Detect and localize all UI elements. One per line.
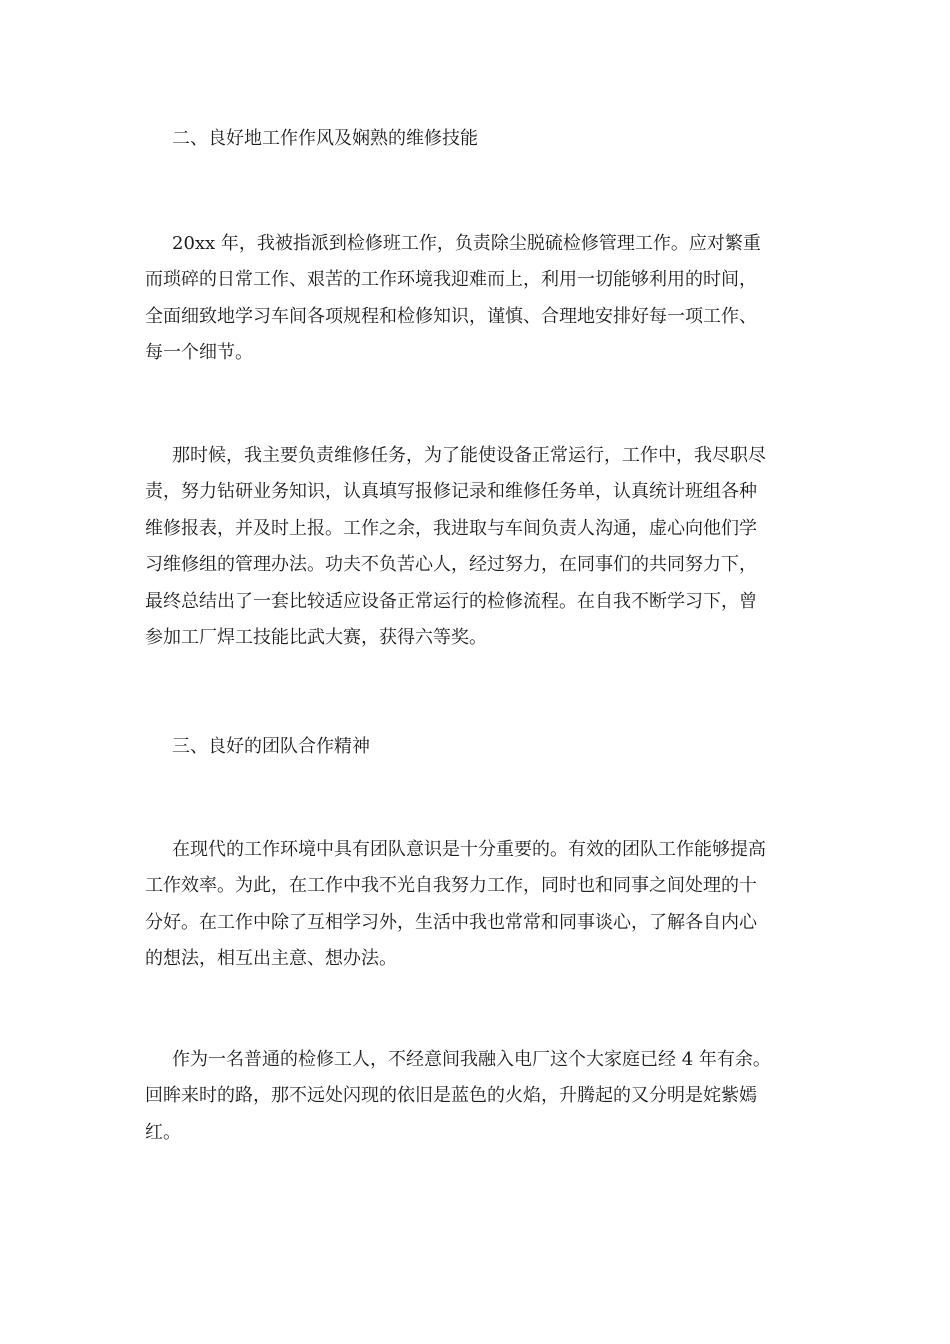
paragraph-line: 最终总结出了一套比较适应设备正常运行的检修流程。在自我不断学习下，曾 [145, 590, 757, 612]
paragraph-line: 参加工厂焊工技能比武大赛，获得六等奖。 [145, 626, 487, 648]
paragraph-line: 回眸来时的路，那不远处闪现的依旧是蓝色的火焰，升腾起的又分明是姹紫嫣 [145, 1085, 757, 1107]
paragraph-line: 的想法，相互出主意、想办法。 [145, 948, 397, 970]
paragraph-line: 工作效率。为此，在工作中我不光自我努力工作，同时也和同事之间处理的十 [145, 875, 757, 897]
paragraph-maintenance-assignment [145, 226, 805, 372]
paragraph-line: 那时候，我主要负责维修任务，为了能使设备正常运行，工作中，我尽职尽 [172, 445, 766, 466]
paragraph-line: 而琐碎的日常工作、艰苦的工作环境我迎难而上，利用一切能够利用的时间， [145, 269, 757, 291]
paragraph-line: 20xx 年，我被指派到检修班工作，负责除尘脱硫检修管理工作。应对繁重 [172, 233, 761, 254]
section-heading-teamwork: 三、良好的团队合作精神 [172, 736, 370, 757]
paragraph-line: 全面细致地学习车间各项规程和检修知识，谨慎、合理地安排好每一项工作、 [145, 305, 757, 327]
paragraph-reflection [145, 1042, 805, 1151]
paragraph-team-awareness [145, 832, 805, 978]
paragraph-line: 每一个细节。 [145, 342, 253, 364]
paragraph-line: 在现代的工作环境中具有团队意识是十分重要的。有效的团队工作能够提高 [172, 839, 766, 860]
paragraph-maintenance-duties [145, 438, 805, 656]
paragraph-line: 红。 [145, 1121, 181, 1143]
paragraph-line: 作为一名普通的检修工人，不经意间我融入电厂这个大家庭已经 4 年有余。 [172, 1049, 771, 1070]
paragraph-line: 习维修组的管理办法。功夫不负苦心人，经过努力，在同事们的共同努力下， [145, 554, 757, 576]
paragraph-line: 分好。在工作中除了互相学习外，生活中我也常常和同事谈心，了解各自内心 [145, 911, 757, 933]
paragraph-line: 维修报表，并及时上报。工作之余，我进取与车间负责人沟通，虚心向他们学 [145, 517, 757, 539]
paragraph-line: 责，努力钻研业务知识，认真填写报修记录和维修任务单，认真统计班组各种 [145, 481, 757, 503]
section-heading-work-style: 二、良好地工作作风及娴熟的维修技能 [172, 128, 478, 149]
